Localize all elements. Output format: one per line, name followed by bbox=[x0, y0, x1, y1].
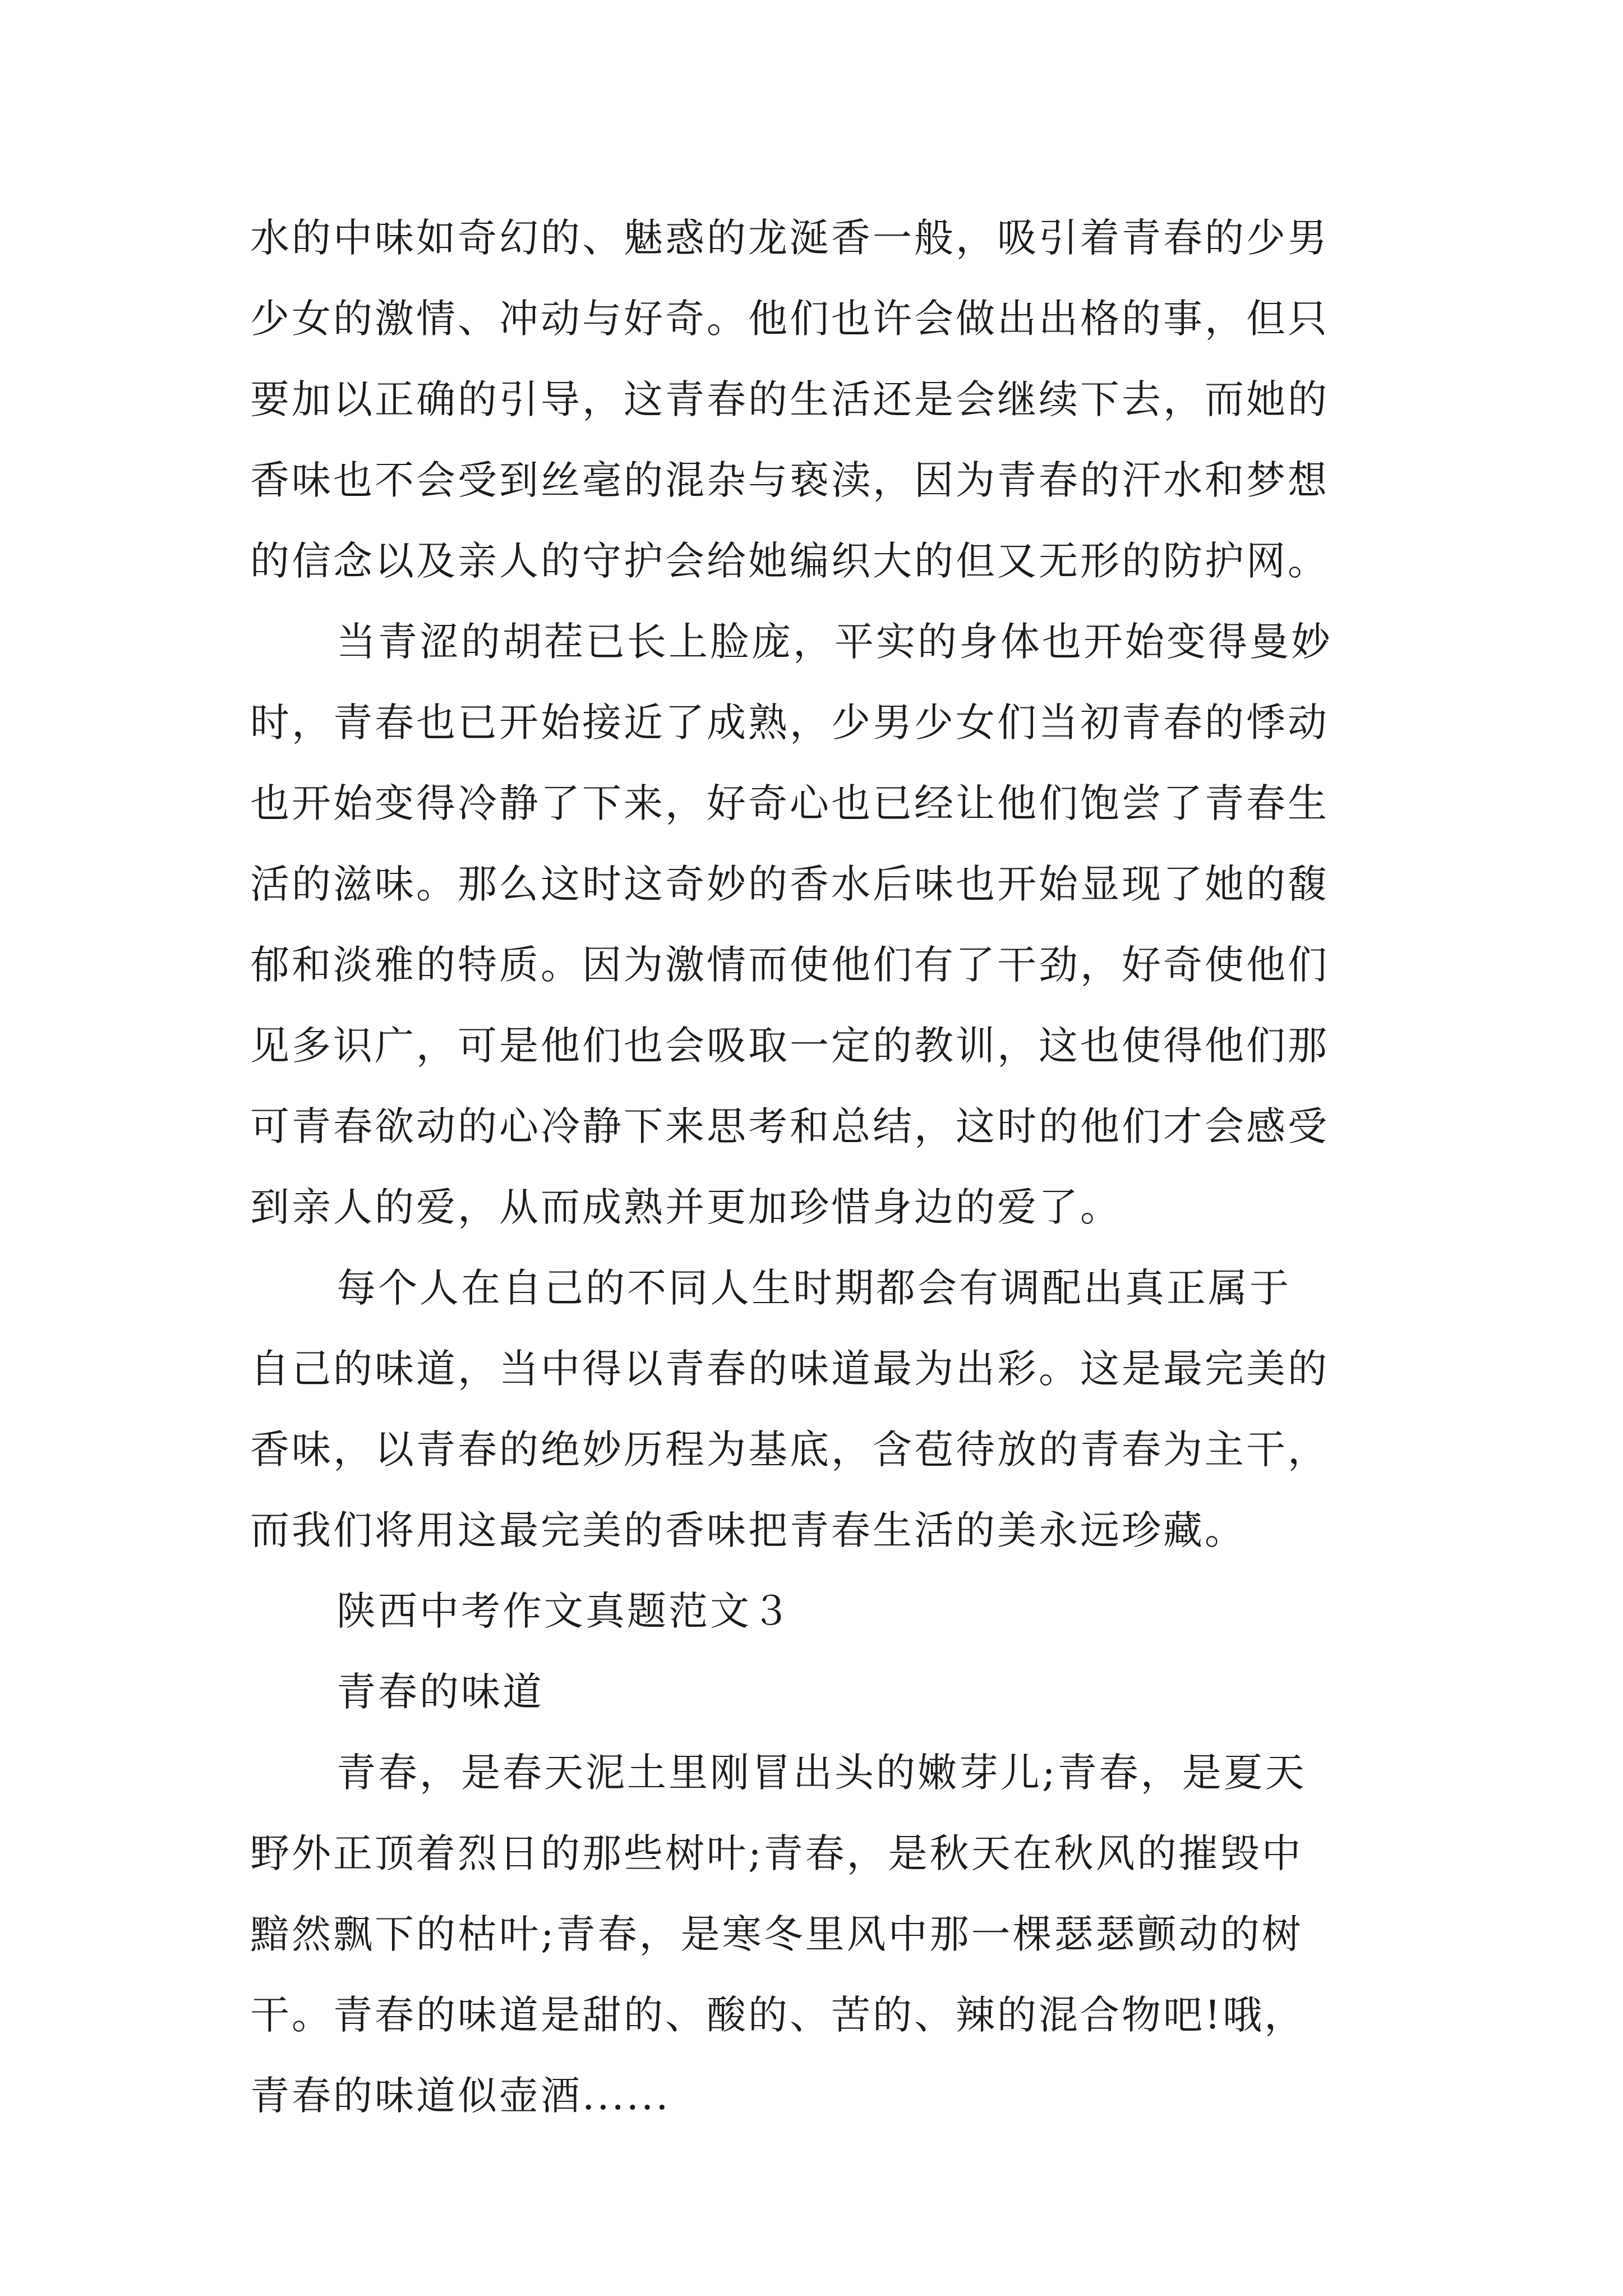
text-line: 水的中味如奇幻的、魅惑的龙涎香一般，吸引着青春的少男 bbox=[250, 215, 1329, 261]
text-line: 到亲人的爱，从而成熟并更加珍惜身边的爱了。 bbox=[250, 1184, 1122, 1230]
text-line: 野外正顶着烈日的那些树叶;青春，是秋天在秋风的摧毁中 bbox=[250, 1830, 1303, 1876]
text-line: 少女的激情、冲动与好奇。他们也许会做出出格的事，但只 bbox=[250, 296, 1329, 342]
text-line: 要加以正确的引导，这青春的生活还是会继续下去，而她的 bbox=[250, 376, 1329, 422]
section-heading: 陕西中考作文真题范文３ bbox=[336, 1588, 793, 1634]
text-line: 见多识广，可是他们也会吸取一定的教训，这也使得他们那 bbox=[250, 1023, 1329, 1069]
essay-title: 青春的味道 bbox=[336, 1669, 544, 1715]
text-line: 也开始变得冷静了下来，好奇心也已经让他们饱尝了青春生 bbox=[250, 780, 1329, 826]
paragraph-start-line: 青春，是春天泥土里刚冒出头的嫩芽儿;青春，是夏天 bbox=[336, 1750, 1307, 1796]
text-line: 黯然飘下的枯叶;青春，是寒冬里风中那一棵瑟瑟颤动的树 bbox=[250, 1911, 1303, 1957]
text-line: 郁和淡雅的特质。因为激情而使他们有了干劲，好奇使他们 bbox=[250, 942, 1329, 988]
text-line: 青春的味道似壶酒...... bbox=[250, 2073, 671, 2119]
text-line: 香味，以青春的绝妙历程为基底，含苞待放的青春为主干， bbox=[250, 1427, 1329, 1473]
document-body bbox=[250, 197, 1377, 2136]
text-line: 时，青春也已开始接近了成熟，少男少女们当初青春的悸动 bbox=[250, 700, 1329, 746]
text-line: 可青春欲动的心冷静下来思考和总结，这时的他们才会感受 bbox=[250, 1103, 1329, 1149]
text-line: 活的滋味。那么这时这奇妙的香水后味也开始显现了她的馥 bbox=[250, 861, 1329, 907]
text-line: 而我们将用这最完美的香味把青春生活的美永远珍藏。 bbox=[250, 1507, 1246, 1553]
text-line: 干。青春的味道是甜的、酸的、苦的、辣的混合物吧!哦， bbox=[250, 1992, 1306, 2038]
text-line: 的信念以及亲人的守护会给她编织大的但又无形的防护网。 bbox=[250, 538, 1329, 584]
text-line: 香味也不会受到丝毫的混杂与亵渎，因为青春的汗水和梦想 bbox=[250, 457, 1329, 503]
text-line: 自己的味道，当中得以青春的味道最为出彩。这是最完美的 bbox=[250, 1346, 1329, 1392]
paragraph-start-line: 当青涩的胡茬已长上脸庞，平实的身体也开始变得曼妙 bbox=[336, 619, 1332, 665]
paragraph-start-line: 每个人在自己的不同人生时期都会有调配出真正属于 bbox=[336, 1265, 1291, 1311]
